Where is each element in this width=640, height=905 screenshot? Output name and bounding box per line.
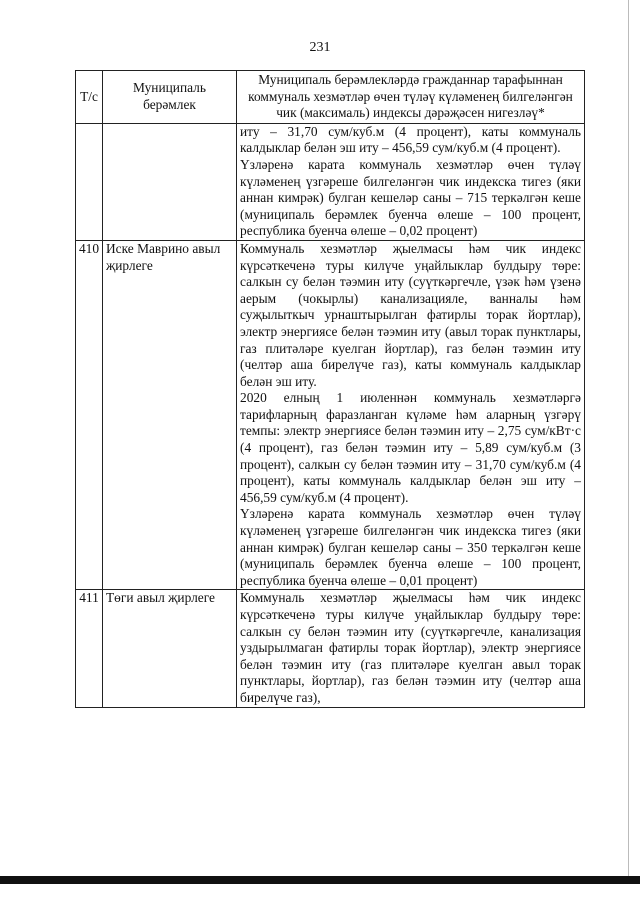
row-number: 411 <box>76 590 103 707</box>
scan-edge-line <box>628 0 629 876</box>
description-paragraph: Үзләренә карата коммуналь хезмәтләр өчен түләү күләменең үзгәреше билгеләнгән чик индекска тигез (яки аннан кимрәк) булган кешеләр саны – 715 теркәлгән кеше (муниципаль берәмлек буенча өлеше – 100 процент, республика буенча өлеше – 0,02 процент) <box>240 156 581 239</box>
table-row <box>76 240 585 589</box>
scan-bottom-bar <box>0 876 640 884</box>
row-number: 410 <box>76 240 103 589</box>
description-paragraph: иту – 31,70 сум/куб.м (4 процент), каты коммуналь калдыклар белән эш иту – 456,59 сум/куб.м (4 процент). <box>240 123 581 156</box>
row-description <box>237 123 585 240</box>
description-paragraph: Үзләренә карата коммуналь хезмәтләр өчен түләү күләменең үзгәреше билгеләнгән чик индекска тигез (яки аннан кимрәк) булган кешеләр саны – 350 теркәлгән кеше (муниципаль берәмлек буенча өлеше – 100 процент, республика буенча өлеше – 0,01 процент) <box>240 506 581 588</box>
description-paragraph: 2020 елның 1 июленнән коммуналь хезмәтләргә тарифларның фаразланган күләме һәм аларның үзгәрү темпы: электр энергиясе белән тәэмин иту – 2,75 сум/кВт·с (4 процент), газ белән тәэмин иту – 5,89 сум/куб.м (3 процент), салкын су белән тәэмин иту – 31,70 сум/куб.м (4 процент), каты коммуналь калдыклар белән эш иту – 456,59 сум/куб.м (4 процент). <box>240 390 581 505</box>
row-description <box>237 240 585 589</box>
row-municipality: Иске Маврино авыл җирлеге <box>103 240 237 589</box>
header-number: Т/с <box>76 71 103 124</box>
description-paragraph: Коммуналь хезмәтләр җыелмасы һәм чик индекс күрсәткеченә туры килүче уңайлыклар булдыру төре: салкын су белән тәэмин иту (суүткәргечле, канализация уздырылмаган фатирлы торак йортлар), электр энергиясе белән тәэмин иту (газ плитәләре куелган авыл торак пунктлары, йортлар), газ белән тәэмин иту (челтәр аша бирелүче газ), <box>240 590 581 705</box>
row-municipality: Төги авыл җирлеге <box>103 590 237 707</box>
table-header-row <box>76 71 585 124</box>
table-row <box>76 123 585 240</box>
page-number: 231 <box>309 40 331 55</box>
tariff-table <box>75 70 585 708</box>
row-number <box>76 123 103 240</box>
table-row <box>76 590 585 707</box>
row-municipality <box>103 123 237 240</box>
header-description: Муниципаль берәмлекләрдә гражданнар тарафыннан коммуналь хезмәтләр өчен түләү күләменең билгеләнгән чик (максималь) индексы дәрәҗәсен нигезләү* <box>237 71 585 124</box>
header-municipality: Муниципаль берәмлек <box>103 71 237 124</box>
row-description <box>237 590 585 707</box>
description-paragraph: Коммуналь хезмәтләр җыелмасы һәм чик индекс күрсәткеченә туры килүче уңайлыклар булдыру төре: салкын су белән тәэмин иту (суүткәргечле, үзәк һәм үзенә аерым (чокырлы) канализацияле, ванналы һәм суҗылыткыч урнаштырылган фатирлы торак йортлар), электр энергиясе белән тәэмин иту (авыл торак пунктлары, газ плитәләре куелган йортлар), газ белән тәэмин иту (челтәр аша бирелүче газ), каты коммуналь калдыклар белән эш иту. <box>240 240 581 389</box>
